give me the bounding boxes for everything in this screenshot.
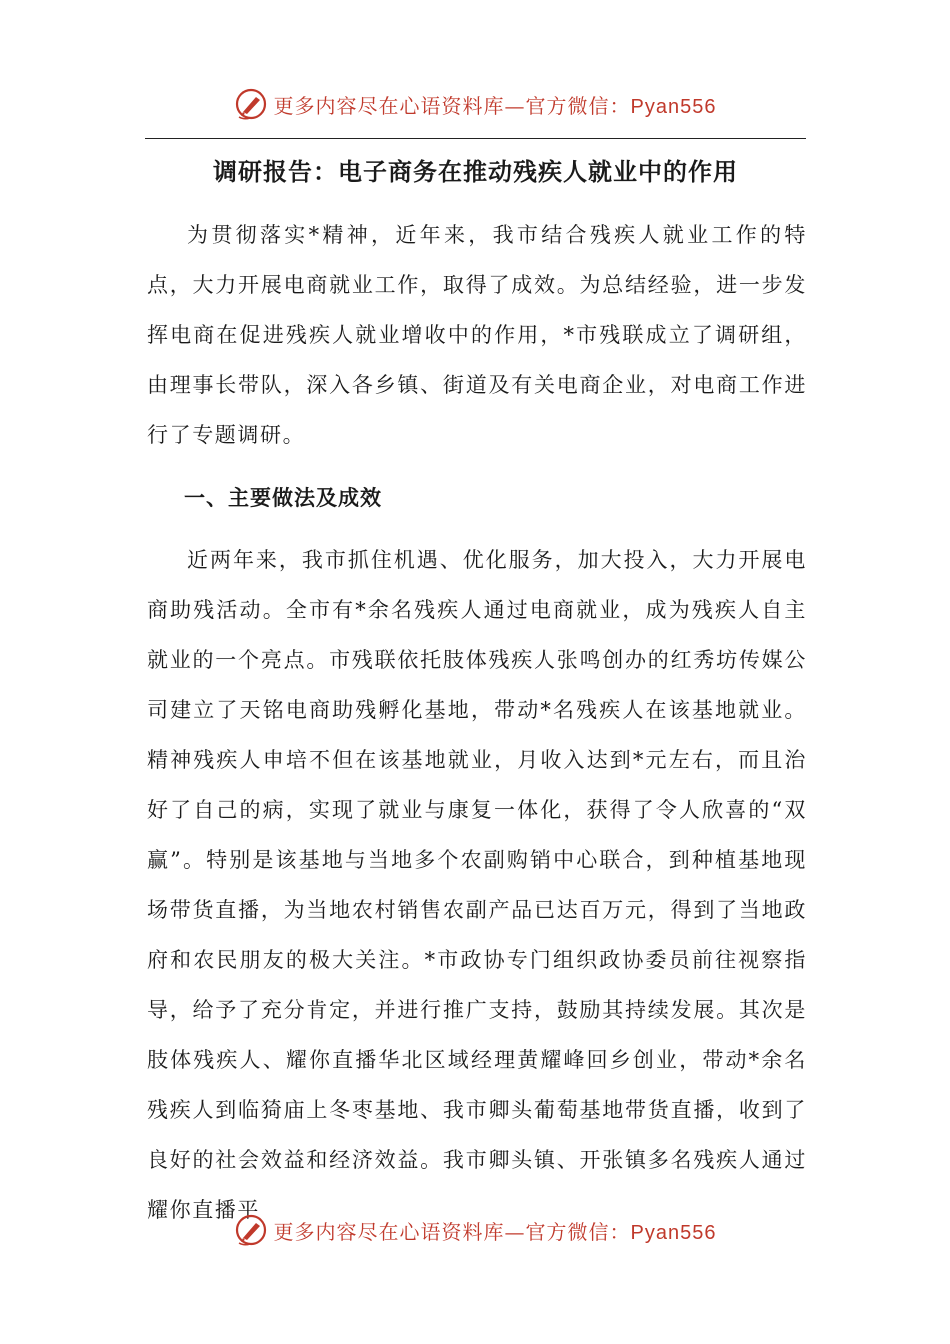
footer-banner-text: 更多内容尽在心语资料库—官方微信：Pyan556 bbox=[273, 1219, 717, 1244]
header-banner bbox=[0, 84, 950, 124]
header-divider bbox=[145, 138, 806, 139]
section-body-paragraph: 近两年来，我市抓住机遇、优化服务，加大投入，大力开展电商助残活动。全市有*余名残疾人通过电商就业，成为残疾人自主就业的一个亮点。市残联依托肢体残疾人张鸣创办的红秀坊传媒公司建立了天铭电商助残孵化基地，带动*名残疾人在该基地就业。精神残疾人申培不但在该基地就业，月收入达到*元左右，而且治好了自己的病，实现了就业与康复一体化，获得了令人欣喜的“双赢”。特别是该基地与当地多个农副购销中心联合，到种植基地现场带货直播，为当地农村销售农副产品已达百万元，得到了当地政府和农民朋友的极大关注。*市政协专门组织政协委员前往视察指导，给予了充分肯定，并进行推广支持，鼓励其持续发展。其次是肢体残疾人、耀你直播华北区域经理黄耀峰回乡创业，带动*余名残疾人到临猗庙上冬枣基地、我市卿头葡萄基地带货直播，收到了良好的社会效益和经济效益。我市卿头镇、开张镇多名残疾人通过耀你直播平 bbox=[147, 548, 807, 1222]
document-title: 调研报告：电子商务在推动残疾人就业中的作用 bbox=[213, 158, 738, 186]
header-wechat-id: Pyan556 bbox=[630, 95, 717, 118]
section-heading: 一、主要做法及成效 bbox=[184, 486, 382, 510]
intro-paragraph: 为贯彻落实*精神，近年来，我市结合残疾人就业工作的特点，大力开展电商就业工作，取得了成效。为总结经验，进一步发挥电商在促进残疾人就业增收中的作用，*市残联成立了调研组，由理事长带队，深入各乡镇、街道及有关电商企业，对电商工作进行了专题调研。 bbox=[147, 223, 807, 447]
footer-banner bbox=[0, 1210, 950, 1250]
footer-wechat-id: Pyan556 bbox=[630, 1221, 717, 1244]
pen-logo-icon bbox=[234, 1213, 268, 1247]
header-banner-text: 更多内容尽在心语资料库—官方微信：Pyan556 bbox=[273, 93, 717, 118]
pen-logo-icon bbox=[234, 87, 268, 121]
